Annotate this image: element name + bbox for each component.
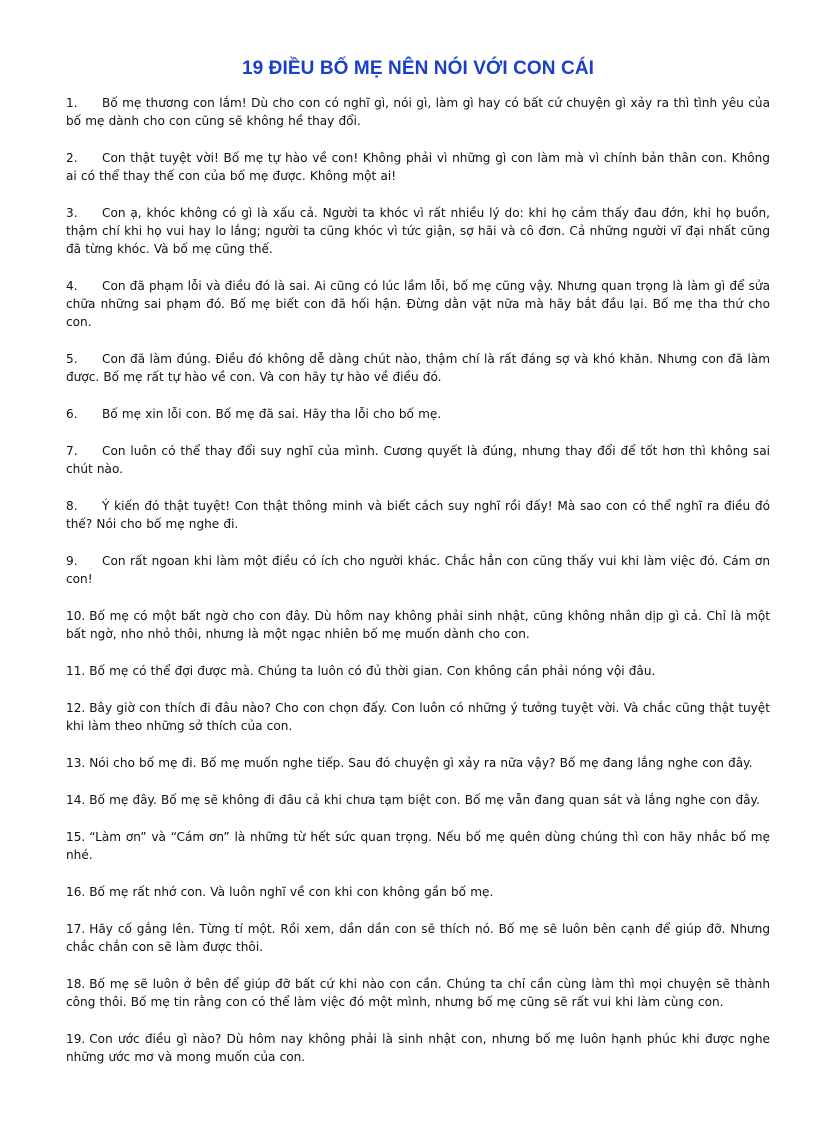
item-number: 14.: [66, 793, 86, 807]
item-text: Bố mẹ có thể đợi được mà. Chúng ta luôn có đủ thời gian. Con không cần phải nóng vội đâu.: [89, 664, 656, 678]
item-text: Con rất ngoan khi làm một điều có ích cho người khác. Chắc hẳn con cũng thấy vui khi làm việc đó. Cám ơn con!: [66, 554, 770, 586]
list-item: [66, 662, 770, 680]
list-item: [66, 883, 770, 901]
item-text: Bố mẹ thương con lắm! Dù cho con có nghĩ gì, nói gì, làm gì hay có bất cứ chuyện gì xảy ra thì tình yêu của bố mẹ dành cho con cũng sẽ không hề thay đổi.: [66, 96, 770, 128]
item-text: Bố mẹ đây. Bố mẹ sẽ không đi đâu cả khi chưa tạm biệt con. Bố mẹ vẫn đang quan sát và lắng nghe con đây.: [89, 793, 760, 807]
item-text: “Làm ơn” và “Cám ơn” là những từ hết sức quan trọng. Nếu bố mẹ quên dùng chúng thì con hãy nhắc bố mẹ nhé.: [66, 830, 770, 862]
item-text: Con ước điều gì nào? Dù hôm nay không phải là sinh nhật con, nhưng bố mẹ luôn hạnh phúc khi được nghe những ước mơ và mong muốn của con.: [66, 1032, 770, 1064]
list-item: [66, 754, 770, 772]
item-number: 5.: [66, 352, 78, 366]
item-number: 19.: [66, 1032, 86, 1046]
item-number: 7.: [66, 444, 78, 458]
item-text: Bố mẹ xin lỗi con. Bố mẹ đã sai. Hãy tha lỗi cho bố mẹ.: [102, 407, 442, 421]
list-item: [66, 699, 770, 735]
item-text: Con ạ, khóc không có gì là xấu cả. Người ta khóc vì rất nhiều lý do: khi họ cảm thấy đau đớn, khi họ buồn, thậm chí khi họ vui hay lo lắng; người ta cũng khóc vì tức giận, sợ hãi và cô đơn. Cả những người vĩ đại nhất cũng đã từng khóc. Và bố mẹ cũng thế.: [66, 206, 770, 256]
item-number: 10.: [66, 609, 86, 623]
item-text: Bố mẹ sẽ luôn ở bên để giúp đỡ bất cứ khi nào con cần. Chúng ta chỉ cần cùng làm thì mọi chuyện sẽ thành công thôi. Bố mẹ tin rằng con có thể làm việc đó một mình, nhưng bố mẹ cũng sẽ rất vui khi làm cùng con.: [66, 977, 770, 1009]
item-text: Con đã phạm lỗi và điều đó là sai. Ai cũng có lúc lầm lỗi, bố mẹ cũng vậy. Nhưng quan trọng là làm gì để sửa chữa những sai phạm đó. Bố mẹ biết con đã hối hận. Đừng dằn vặt nữa mà hãy bắt đầu lại. Bố mẹ tha thứ cho con.: [66, 279, 770, 329]
list-item: [66, 975, 770, 1011]
item-text: Con đã làm đúng. Điều đó không dễ dàng chút nào, thậm chí là rất đáng sợ và khó khăn. Nhưng con đã làm được. Bố mẹ rất tự hào về con. Và con hãy tự hào về điều đó.: [66, 352, 770, 384]
item-text: Bây giờ con thích đi đâu nào? Cho con chọn đấy. Con luôn có những ý tưởng tuyệt vời. Và chắc cũng thật tuyệt khi làm theo những sở thích của con.: [66, 701, 770, 733]
list-item: [66, 94, 770, 130]
list-item: [66, 204, 770, 258]
item-number: 8.: [66, 499, 78, 513]
item-text: Con thật tuyệt vời! Bố mẹ tự hào về con! Không phải vì những gì con làm mà vì chính bản thân con. Không ai có thể thay thế con của bố mẹ được. Không một ai!: [66, 151, 770, 183]
item-number: 3.: [66, 206, 78, 220]
item-list: [66, 94, 770, 1066]
list-item: [66, 497, 770, 533]
item-number: 15.: [66, 830, 86, 844]
list-item: [66, 405, 770, 423]
item-text: Con luôn có thể thay đổi suy nghĩ của mình. Cương quyết là đúng, nhưng thay đổi để tốt hơn thì không sai chút nào.: [66, 444, 770, 476]
item-text: Ý kiến đó thật tuyệt! Con thật thông minh và biết cách suy nghĩ rồi đấy! Mà sao con có thể nghĩ ra điều đó thế? Nói cho bố mẹ nghe đi.: [66, 499, 770, 531]
page-title: 19 ĐIỀU BỐ MẸ NÊN NÓI VỚI CON CÁI: [241, 58, 595, 79]
item-number: 2.: [66, 151, 78, 165]
item-number: 18.: [66, 977, 86, 991]
list-item: [66, 607, 770, 643]
list-item: [66, 277, 770, 331]
item-text: Nói cho bố mẹ đi. Bố mẹ muốn nghe tiếp. Sau đó chuyện gì xảy ra nữa vậy? Bố mẹ đang lắng nghe con đây.: [89, 756, 753, 770]
list-item: [66, 552, 770, 588]
item-number: 13.: [66, 756, 86, 770]
list-item: [66, 920, 770, 956]
item-number: 6.: [66, 407, 78, 421]
list-item: [66, 791, 770, 809]
item-number: 12.: [66, 701, 86, 715]
item-text: Hãy cố gắng lên. Từng tí một. Rồi xem, dần dần con sẽ thích nó. Bố mẹ sẽ luôn bên cạnh để giúp đỡ. Nhưng chắc chắn con sẽ làm được thôi.: [66, 922, 770, 954]
list-item: [66, 442, 770, 478]
item-text: Bố mẹ rất nhớ con. Và luôn nghĩ về con khi con không gần bố mẹ.: [89, 885, 494, 899]
item-number: 16.: [66, 885, 86, 899]
item-number: 9.: [66, 554, 78, 568]
item-number: 17.: [66, 922, 86, 936]
item-number: 1.: [66, 96, 78, 110]
item-number: 4.: [66, 279, 78, 293]
list-item: [66, 149, 770, 185]
list-item: [66, 828, 770, 864]
item-text: Bố mẹ có một bất ngờ cho con đây. Dù hôm nay không phải sinh nhật, cũng không nhân dịp gì cả. Chỉ là một bất ngờ, nho nhỏ thôi, nhưng là một ngạc nhiên bố mẹ muốn dành cho con.: [66, 609, 770, 641]
list-item: [66, 350, 770, 386]
list-item: [66, 1030, 770, 1066]
item-number: 11.: [66, 664, 86, 678]
